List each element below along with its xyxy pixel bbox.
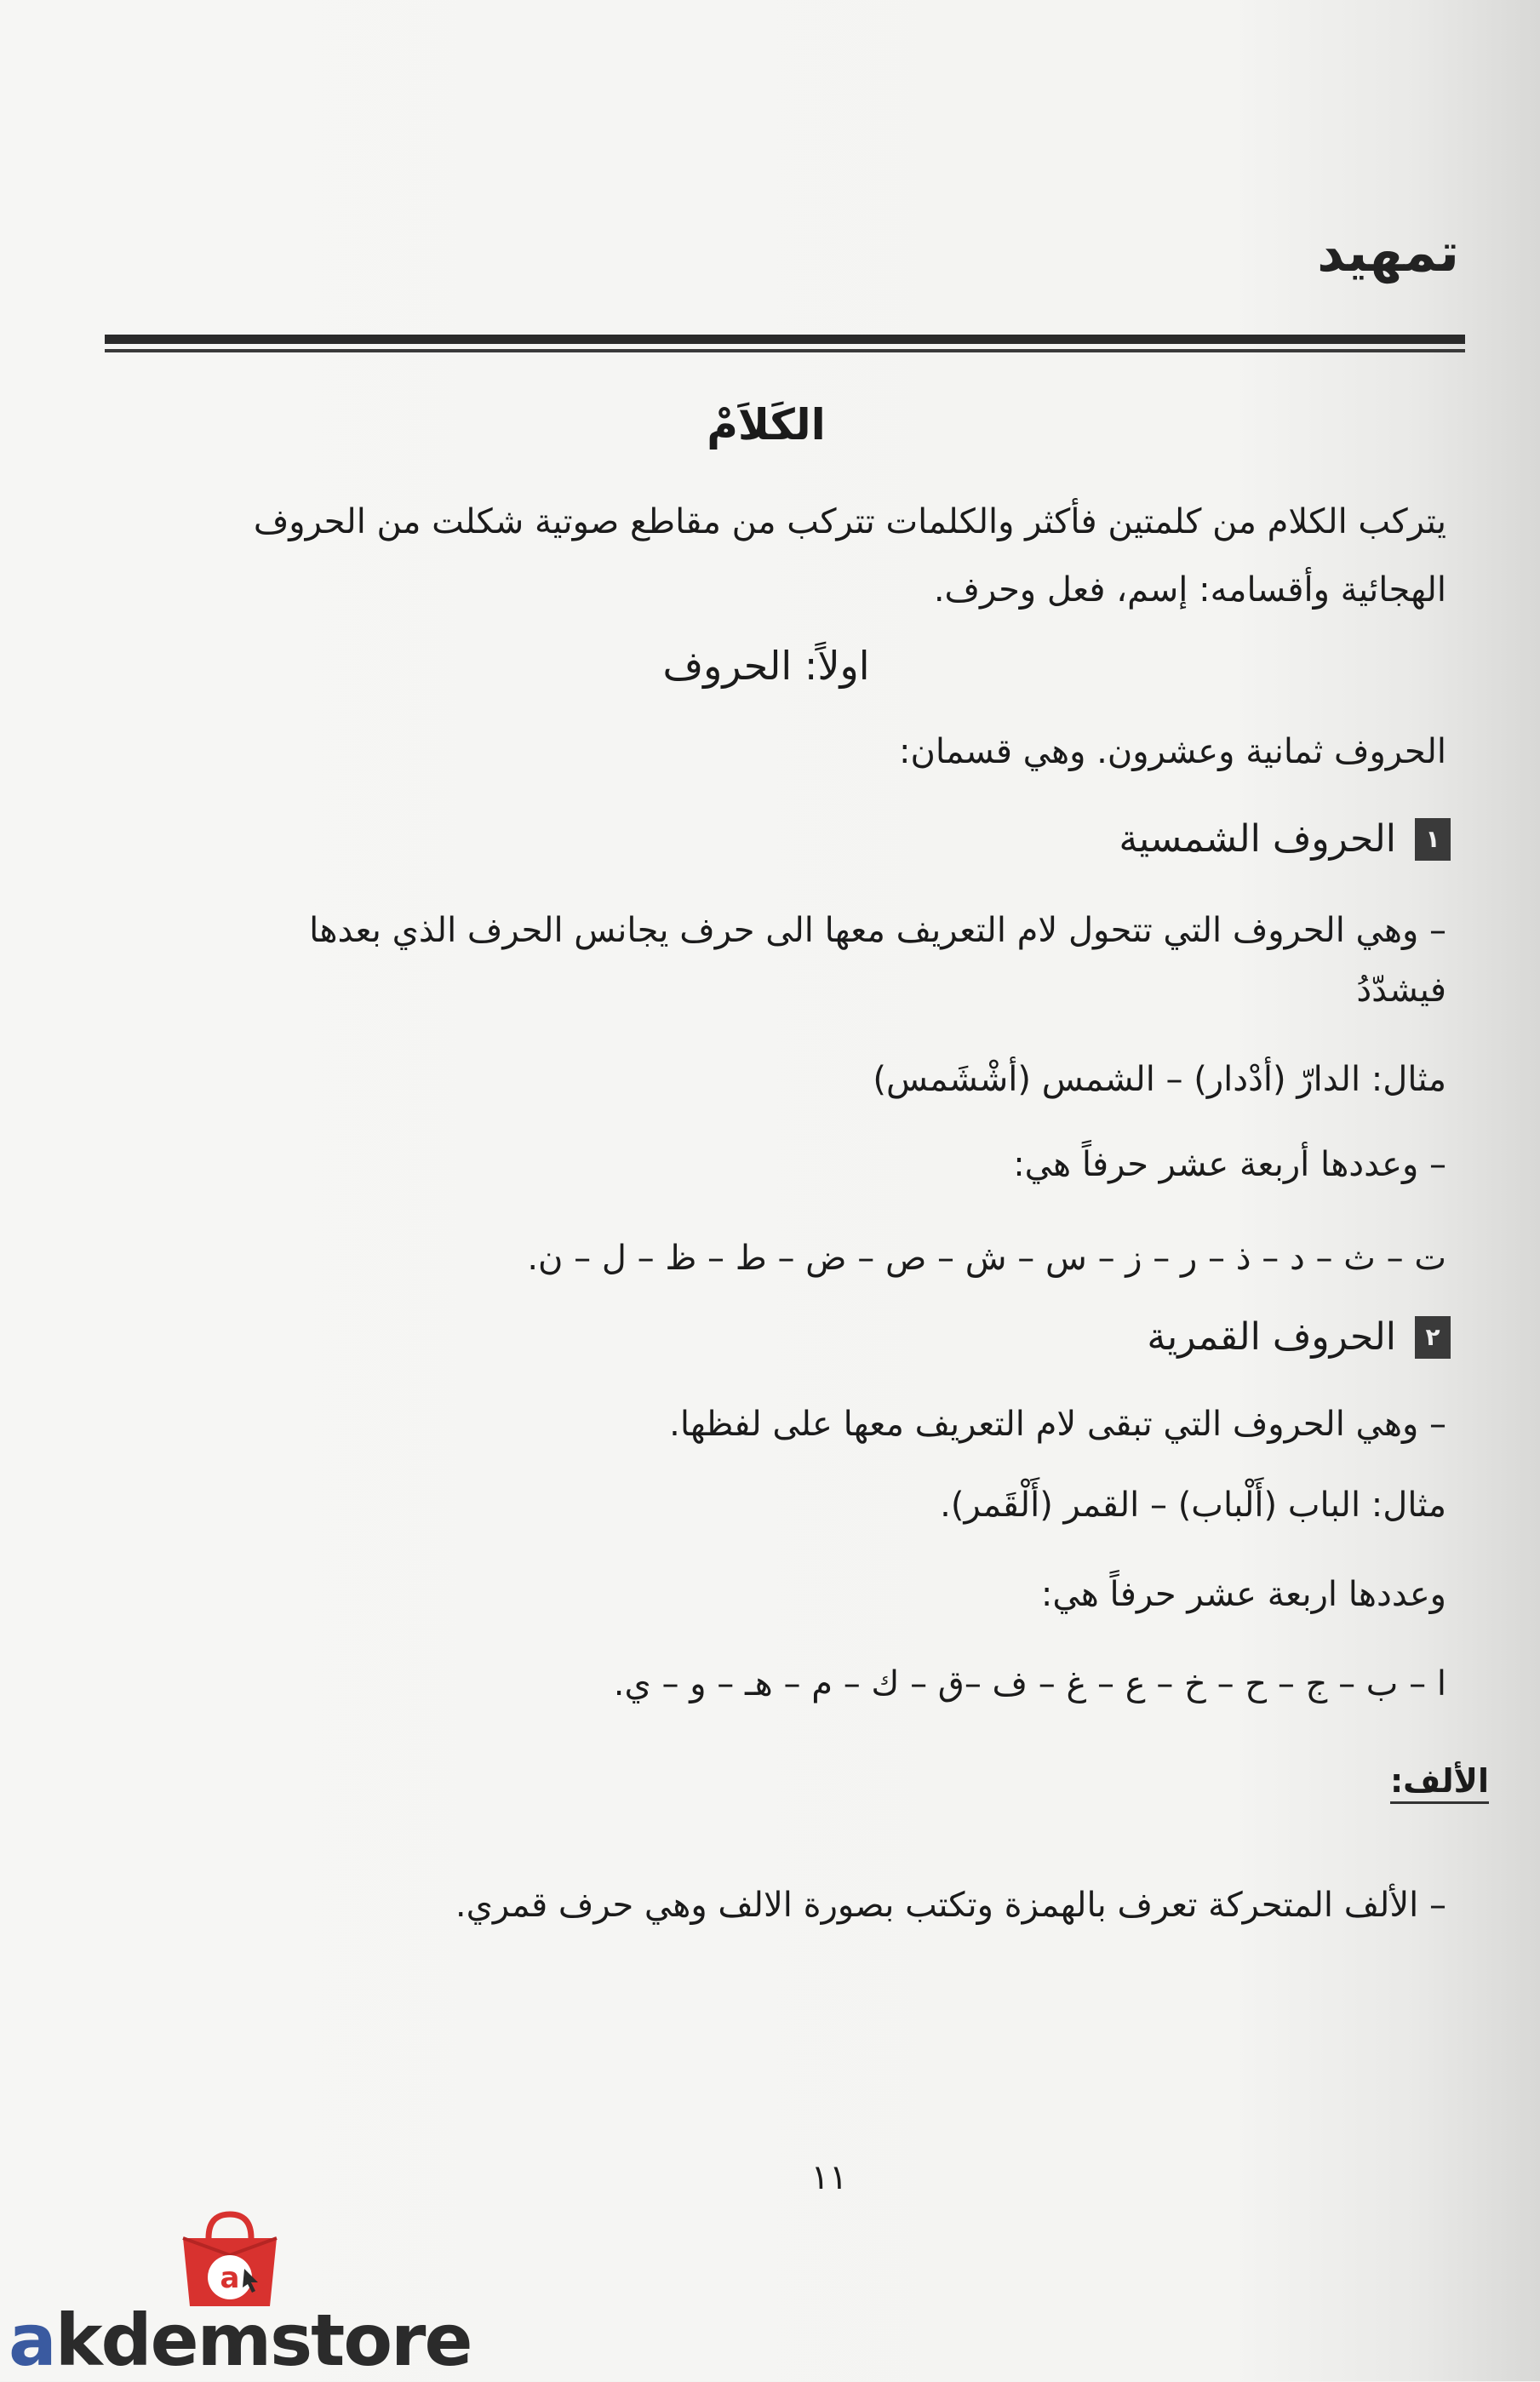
sun-definition-line-1: – وهي الحروف التي تتحول لام التعريف معها الى حرف يجانس الحرف الذي بعدها — [309, 911, 1446, 950]
watermark-brand-text — [9, 2299, 471, 2382]
moon-letters-badge: ٢ — [1415, 1316, 1451, 1359]
moon-letters-heading-row — [1147, 1315, 1451, 1359]
page-number: ١١ — [810, 2158, 848, 2197]
sun-letters-heading: الحروف الشمسية — [1119, 817, 1396, 861]
chapter-title: تمهيد — [1317, 221, 1459, 283]
intro-line-1: يتركب الكلام من كلمتين فأكثر والكلمات تتركب من مقاطع صوتية شكلت من الحروف — [253, 502, 1446, 541]
moon-count: وعددها اربعة عشر حرفاً هي: — [1040, 1575, 1446, 1614]
watermark-brand-a: a — [9, 2299, 55, 2382]
logo-icon-letter: a — [220, 2261, 240, 2295]
alif-note-text: – الألف المتحركة تعرف بالهمزة وتكتب بصورة الالف وهي حرف قمري. — [455, 1886, 1446, 1925]
header-rule-thick — [105, 335, 1465, 344]
sun-letters-list: ت – ث – د – ذ – ر – ز – س – ش – ص – ض – ط – ظ – ل – ن. — [527, 1239, 1446, 1278]
sun-definition-line-2: فيشدّدُ — [1356, 971, 1446, 1010]
watermark-brand-rest: kdemstore — [54, 2299, 472, 2382]
sun-example: مثال: الدارّ (أدْدار) – الشمس (أشْشَمس) — [873, 1060, 1446, 1099]
sun-letters-badge: ١ — [1415, 818, 1451, 861]
moon-definition: – وهي الحروف التي تبقى لام التعريف معها على لفظها. — [669, 1405, 1446, 1444]
letters-heading: اولاً: الحروف — [662, 643, 870, 689]
shopping-bag-logo-icon — [175, 2209, 285, 2311]
intro-line-2: الهجائية وأقسامه: إسم، فعل وحرف. — [933, 570, 1446, 610]
header-rule-thin — [105, 349, 1465, 352]
sun-letters-heading-row — [1119, 817, 1451, 861]
sun-count: – وعددها أربعة عشر حرفاً هي: — [1013, 1145, 1446, 1184]
section-title: الكَلاَمْ — [707, 400, 826, 449]
moon-letters-heading: الحروف القمرية — [1147, 1315, 1396, 1359]
alif-note-label: الألف: — [1390, 1762, 1489, 1804]
moon-example: مثال: الباب (أَلْباب) – القمر (أَلْقَمر). — [940, 1486, 1446, 1525]
moon-letters-list: ا – ب – ج – ح – خ – ع – غ – ف –ق – ك – م – هـ – و – ي. — [613, 1664, 1446, 1703]
letters-count-line: الحروف ثمانية وعشرون. وهي قسمان: — [899, 732, 1446, 771]
